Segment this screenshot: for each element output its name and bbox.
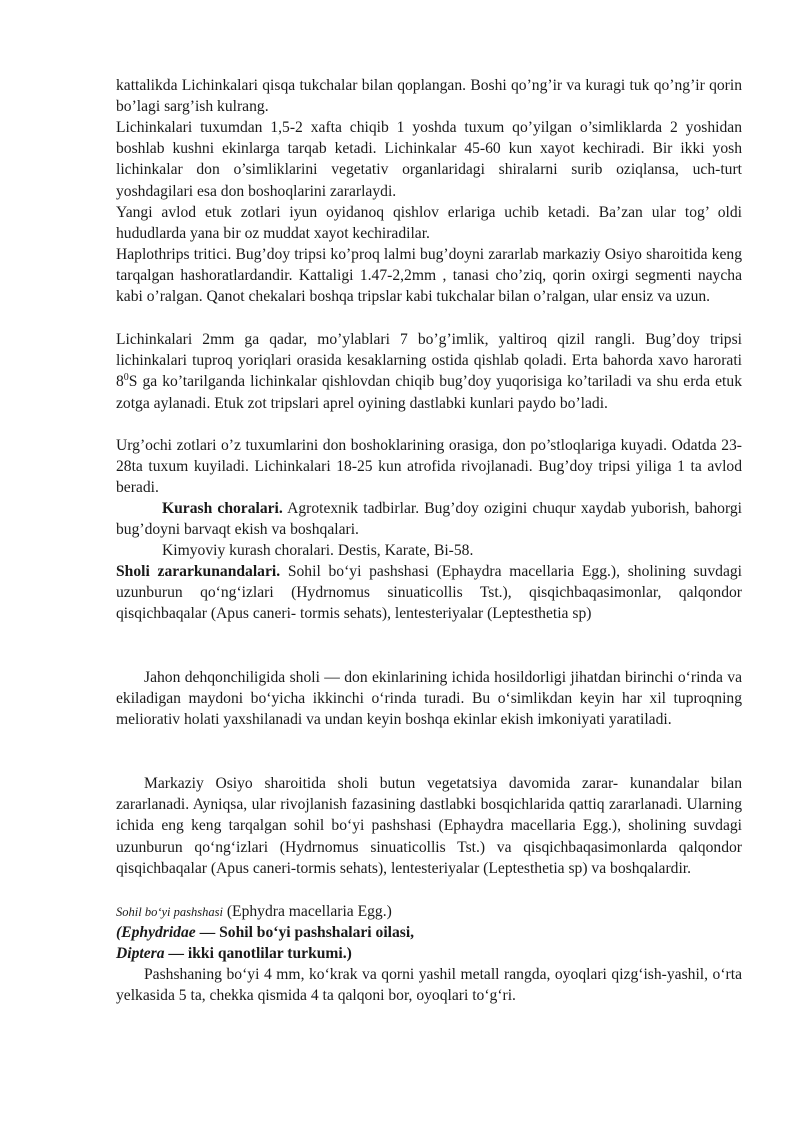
paragraph-world-agriculture: Jahon dehqonchiligida sholi — don ekinlarining ichida hosildorligi jihatdan birinchi o‘rinda va ekiladigan maydoni bo‘yicha ikkinchi o‘rinda turadi. Bu o‘simlikdan keyin har xil tuproqning meliorativ holati yaxshilanadi va undan keyin boshqa ekinlar ekish imkoniyati yaratiladi.	[116, 669, 742, 729]
paragraph-larva-description: kattalikda Lichinkalari qisqa tukchalar bilan qoplangan. Boshi qo’ng’ir va kuragi tuk qo’ng’ir qorin bo’lagi sarg’ish kulrang.	[116, 77, 742, 116]
rice-pests-heading: Sholi zararkunandalari.	[116, 563, 281, 580]
paragraph-larva-development: Lichinkalari tuxumdan 1,5-2 xafta chiqib 1 yoshda tuxum qo’yilgan o’simliklarda 2 yoshidan boshlab kushni ekinlarga tarqab ketadi. Lichinkalar 45-60 kun xayot kechiradi. Bir ikki yosh lichinkalar don o’simliklarini vegetativ organlaridagi shiralarni surib oziqlansa, uch-turt yoshdagilari esa don boshoqlarini zararlaydi.	[116, 119, 742, 200]
family-text: — Sohil bo‘yi pashshalari oilasi,	[195, 924, 415, 941]
paragraph-thrips-larvae-part1: Lichinkalari 2mm ga qadar, mo’ylablari 7 bo’g’imlik, yaltiroq qizil rangli. Bug’doy tripsi lichinkalari tuproq yoriqlari orasida kesaklarning ostida qishlab qoladi. Erta bahorda xavo harorati 8	[116, 331, 742, 391]
paragraph-thrips-larvae	[116, 329, 742, 414]
control-measures-text: Agrotexnik tadbirlar. Bug’doy ozigini chuqur xaydab yuborish, bahorgi bug’doyni barvaqt ekish va boshqalari.	[116, 500, 742, 539]
paragraph-rice-pests	[116, 561, 742, 625]
paragraph-family	[116, 922, 742, 964]
degree-superscript: 0	[123, 372, 129, 384]
order-text: — ikki qanotlilar turkumi.)	[164, 945, 352, 963]
paragraph-central-asia: Markaziy Osiyo sharoitida sholi butun vegetatsiya davomida zarar- kunandalar bilan zararlanadi. Ayniqsa, ular rivojlanish fazasining dastlabki bosqichlarida qattiq zararlanadi. Ularning ichida eng keng tarqalgan sohil bo‘yi pashshasi (Ephaydra macellaria Egg.), sholining suvdagi uzunburun qo‘ng‘izlari (Hydrnomus sinuaticollis Tst.) va qisqichbaqasimonlarda qalqondor qisqichbaqalar (Apus caneri-tormis sehats), lentesteriyalar (Leptesthetia sp) va boshqalardir.	[116, 775, 742, 877]
paragraph-fly-description: Pashshaning bo‘yi 4 mm, ko‘krak va qorni yashil metall rangda, oyoqlari qizg‘ish-yashil, o‘rta yelkasida 5 ta, chekka qismida 4 ta qalqoni bor, oyoqlari to‘g‘ri.	[116, 966, 742, 1005]
paragraph-thrips-larvae-part2: S ga ko’tarilganda lichinkalar qishlovdan chiqib bug’doy yuqorisiga ko’tariladi va shu erda etuk zotga aylanadi. Etuk zot tripslari aprel oyining dastlabki kunlari paydo bo’ladi.	[116, 373, 742, 412]
paragraph-chemical-control: Kimyoviy kurash choralari. Destis, Karate, Bi-58.	[162, 542, 474, 559]
order-latin: Diptera	[116, 945, 165, 963]
species-latin-name: (Ephydra macellaria Egg.)	[222, 903, 392, 920]
control-measures-heading: Kurash choralari.	[162, 500, 283, 517]
species-common-name: Sohil bo‘yi pashshasi	[116, 905, 223, 919]
paragraph-haplothrips: Haplothrips tritici. Bug’doy tripsi ko’proq lalmi bug’doyni zararlab markaziy Osiyo sharoitida keng tarqalgan hashoratlardandir. Kattaligi 1.47-2,2mm , tanasi cho’ziq, qorin oxirgi segmenti naycha kabi o’ralgan. Qanot chekalari boshqa tripslar kabi tukchalar bilan o’ralgan, ular ensiz va uzun.	[116, 246, 742, 306]
rice-pests-text: Sohil bo‘yi pashshasi (Ephaydra macellaria Egg.), sholining suvdagi uzunburun qo‘ng‘izlari (Hydrnomus sinuaticollis Tst.), qisqichbaqasimonlar, qalqondor qisqichbaqalar (Apus caneri- tormis sehats), lentesteriyalar (Leptesthetia sp)	[116, 563, 742, 623]
family-latin: (Ephydridae	[116, 924, 196, 941]
paragraph-species-name	[116, 901, 742, 923]
paragraph-new-generation: Yangi avlod etuk zotlari iyun oyidanoq qishlov erlariga uchib ketadi. Ba’zan ular tog’ oldi hududlarda yana bir oz muddat xayot kechiradilar.	[116, 204, 742, 243]
paragraph-control-measures	[116, 498, 742, 540]
paragraph-females: Urg’ochi zotlari o’z tuxumlarini don boshoklarining orasiga, don po’stloqlariga kuyadi. Odatda 23-28ta tuxum kuyiladi. Lichinkalari 18-25 kun atrofida rivojlanadi. Bug’doy tripsi yiliga 1 ta avlod beradi.	[116, 437, 742, 497]
